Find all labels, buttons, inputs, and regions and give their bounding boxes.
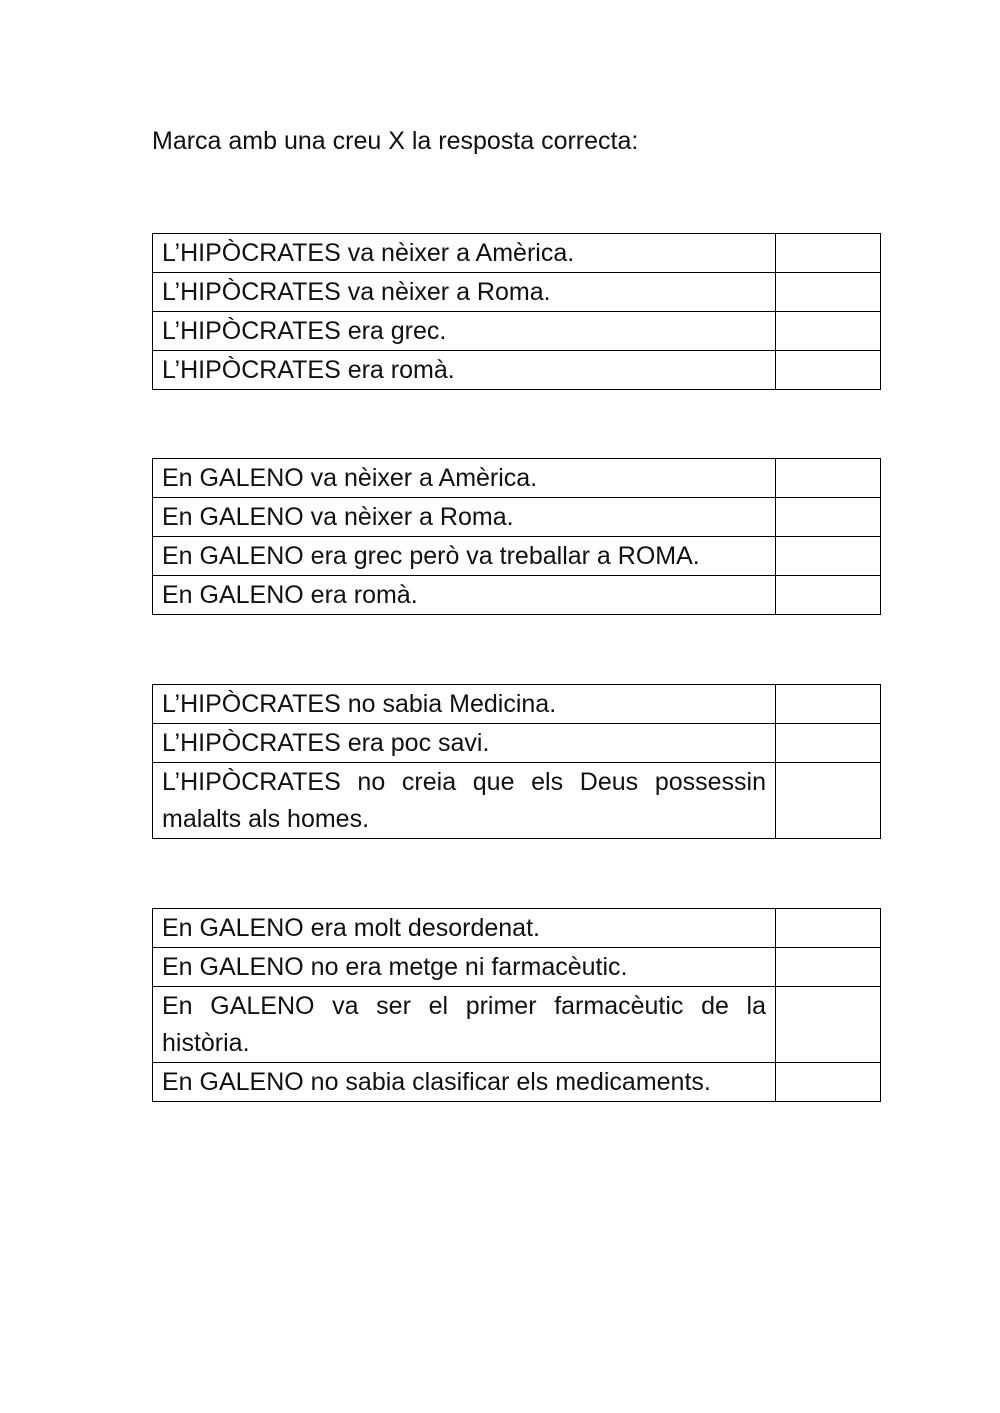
option-statement: En GALENO va ser el primer farmacèutic de la història. (153, 987, 776, 1063)
option-row (153, 537, 881, 576)
answer-checkbox[interactable] (776, 273, 881, 312)
instruction-text: Marca amb una creu X la resposta correcta: (152, 127, 639, 155)
option-row (153, 948, 881, 987)
option-statement: L’HIPÒCRATES no sabia Medicina. (153, 685, 776, 724)
answer-checkbox[interactable] (776, 948, 881, 987)
answer-checkbox[interactable] (776, 763, 881, 839)
answer-checkbox[interactable] (776, 909, 881, 948)
option-statement: En GALENO va nèixer a Roma. (153, 498, 776, 537)
answer-checkbox[interactable] (776, 351, 881, 390)
option-row (153, 459, 881, 498)
option-row (153, 724, 881, 763)
question-table-3 (152, 684, 881, 839)
answer-checkbox[interactable] (776, 234, 881, 273)
option-row (153, 685, 881, 724)
option-statement: En GALENO no sabia clasificar els medicaments. (153, 1063, 776, 1102)
option-statement: L’HIPÒCRATES era poc savi. (153, 724, 776, 763)
option-statement: En GALENO va nèixer a Amèrica. (153, 459, 776, 498)
option-row (153, 909, 881, 948)
option-row (153, 576, 881, 615)
answer-checkbox[interactable] (776, 724, 881, 763)
option-row (153, 987, 881, 1063)
answer-checkbox[interactable] (776, 576, 881, 615)
option-statement: L’HIPÒCRATES no creia que els Deus possessin malalts als homes. (153, 763, 776, 839)
option-row (153, 312, 881, 351)
answer-checkbox[interactable] (776, 987, 881, 1063)
answer-checkbox[interactable] (776, 498, 881, 537)
option-row (153, 234, 881, 273)
answer-checkbox[interactable] (776, 537, 881, 576)
question-table-4 (152, 908, 881, 1102)
option-row (153, 273, 881, 312)
option-row (153, 763, 881, 839)
option-statement: L’HIPÒCRATES va nèixer a Roma. (153, 273, 776, 312)
answer-checkbox[interactable] (776, 1063, 881, 1102)
option-statement: En GALENO era grec però va treballar a ROMA. (153, 537, 776, 576)
option-row (153, 1063, 881, 1102)
answer-checkbox[interactable] (776, 685, 881, 724)
question-table-2 (152, 458, 881, 615)
question-table-1 (152, 233, 881, 390)
option-statement: L’HIPÒCRATES era romà. (153, 351, 776, 390)
option-statement: L’HIPÒCRATES va nèixer a Amèrica. (153, 234, 776, 273)
option-row (153, 351, 881, 390)
option-statement: En GALENO era romà. (153, 576, 776, 615)
answer-checkbox[interactable] (776, 459, 881, 498)
option-row (153, 498, 881, 537)
option-statement: L’HIPÒCRATES era grec. (153, 312, 776, 351)
option-statement: En GALENO era molt desordenat. (153, 909, 776, 948)
option-statement: En GALENO no era metge ni farmacèutic. (153, 948, 776, 987)
answer-checkbox[interactable] (776, 312, 881, 351)
